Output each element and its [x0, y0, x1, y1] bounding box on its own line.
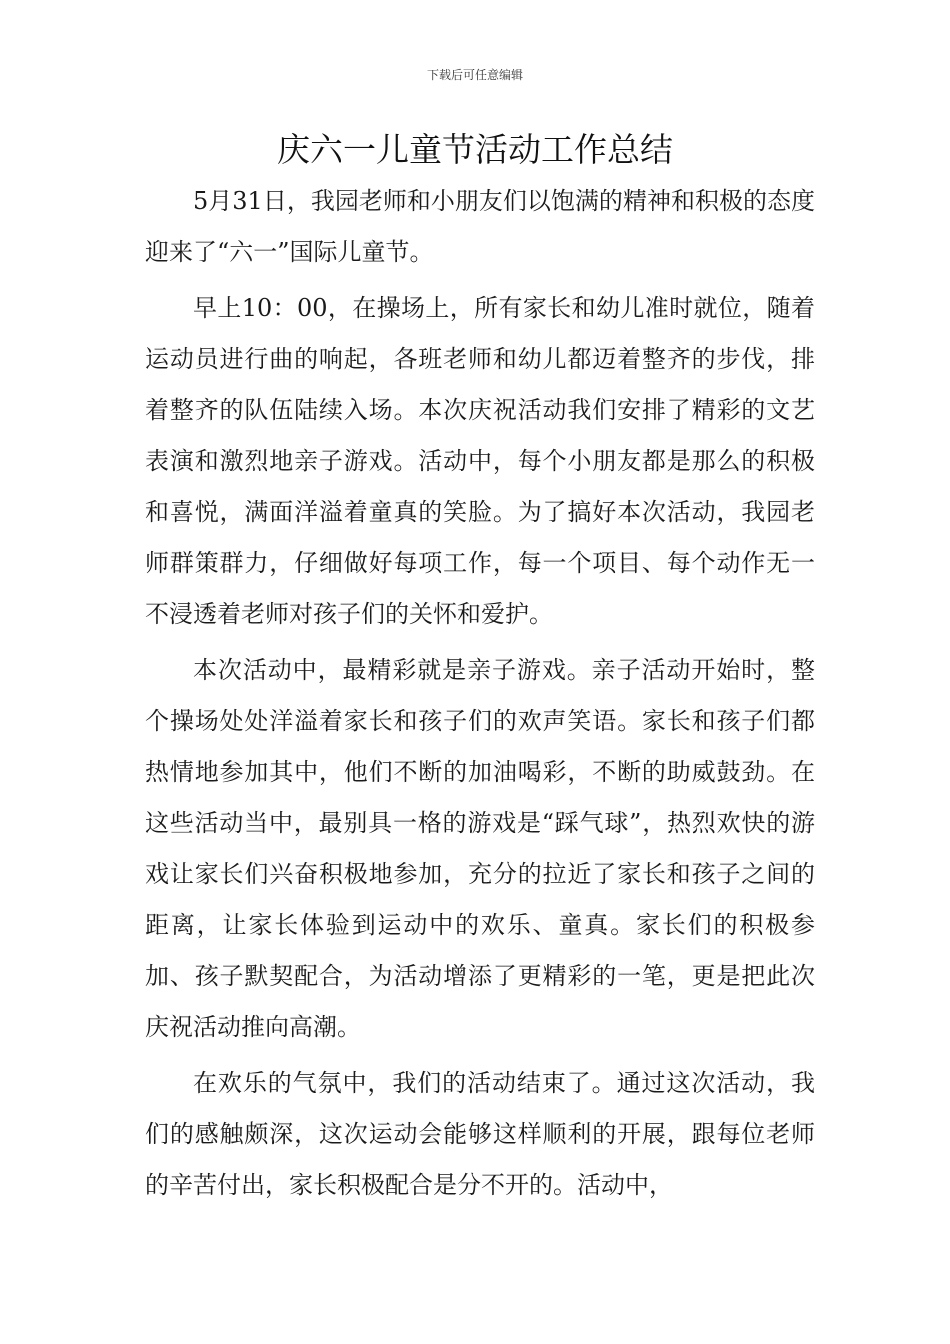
paragraph: 在欢乐的气氛中，我们的活动结束了。通过这次活动，我们的感触颇深，这次运动会能够这样顺利的开展，跟每位老师的辛苦付出，家长积极配合是分不开的。活动中， — [145, 1069, 815, 1199]
header-note: 下载后可任意编辑 — [426, 68, 523, 82]
paragraph: 本次活动中，最精彩就是亲子游戏。亲子活动开始时，整个操场处处洋溢着家长和孩子们的欢声笑语。家长和孩子们都热情地参加其中，他们不断的加油喝彩，不断的助威鼓劲。在这些活动当中，最别具一格的游戏是“踩气球”，热烈欢快的游戏让家长们兴奋积极地参加，充分的拉近了家长和孩子之间的距离，让家长体验到运动中的欢乐、童真。家长们的积极参加、孩子默契配合，为活动增添了更精彩的一笔，更是把此次庆祝活动推向高潮。 — [145, 656, 815, 1041]
paragraph: 早上10：00，在操场上，所有家长和幼儿准时就位，随着运动员进行曲的响起，各班老师和幼儿都迈着整齐的步伐，排着整齐的队伍陆续入场。本次庆祝活动我们安排了精彩的文艺表演和激烈地亲子游戏。活动中，每个小朋友都是那么的积极和喜悦，满面洋溢着童真的笑脸。为了搞好本次活动，我园老师群策群力，仔细做好每项工作，每一个项目、每个动作无一不浸透着老师对孩子们的关怀和爱护。 — [145, 294, 815, 628]
paragraph: 5月31日，我园老师和小朋友们以饱满的精神和积极的态度迎来了“六一”国际儿童节。 — [145, 187, 815, 266]
document-title: 庆六一儿童节活动工作总结 — [277, 130, 673, 169]
document-body — [145, 176, 815, 1211]
